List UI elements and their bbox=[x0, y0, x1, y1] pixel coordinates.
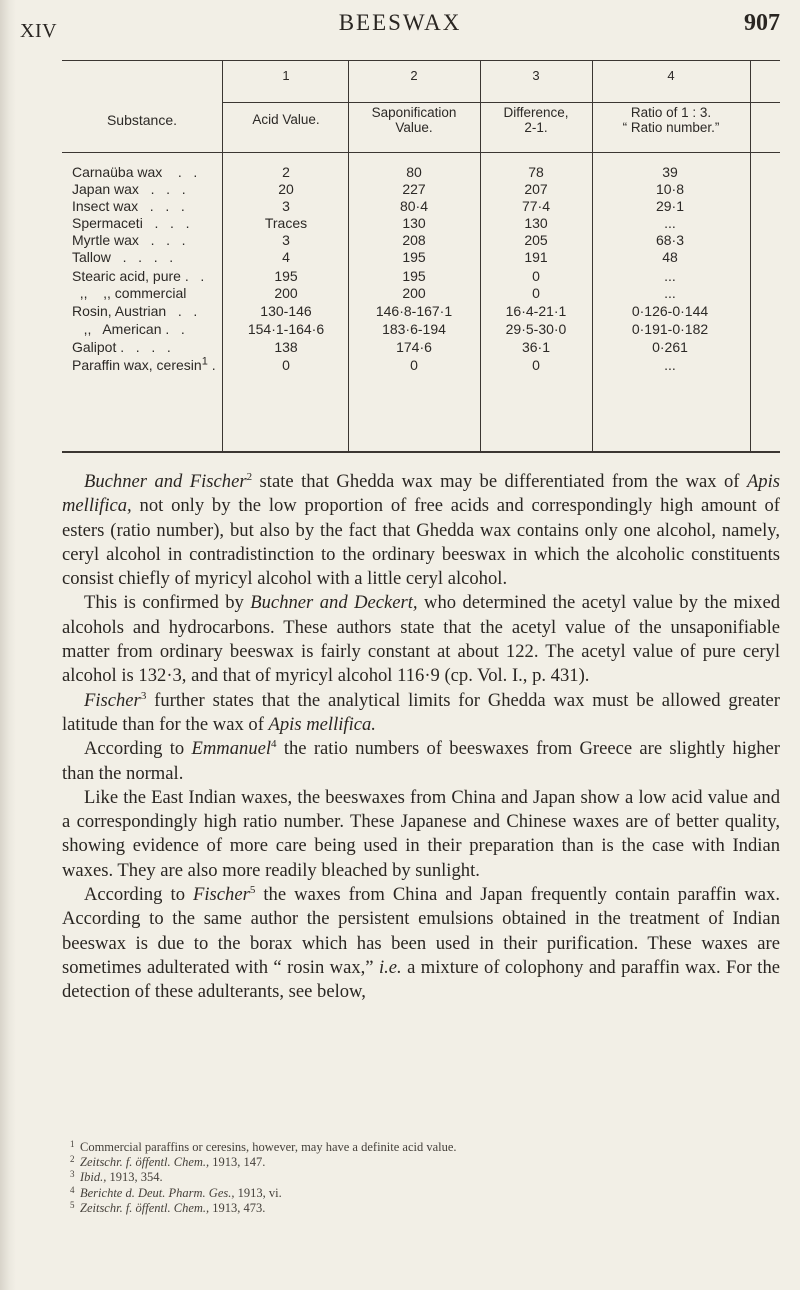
acid-value: 195 bbox=[274, 268, 298, 284]
table-numbers-rule bbox=[222, 102, 780, 103]
column-header-acid-value bbox=[224, 112, 348, 127]
acid-value: 2 bbox=[282, 164, 290, 180]
footnote-source: Ibid., bbox=[80, 1170, 107, 1185]
substance-name: ,, American . . bbox=[72, 321, 185, 337]
ratio-value: ... bbox=[664, 215, 676, 231]
paragraph-text: This is confirmed by bbox=[84, 592, 251, 614]
footnote-ref: 4 bbox=[271, 738, 277, 751]
table-row bbox=[62, 249, 780, 266]
species-name: Apis mellifica, bbox=[62, 471, 781, 517]
page-title: BEESWAX bbox=[338, 10, 462, 35]
section-number: XIV bbox=[20, 20, 58, 42]
ratio-value: 68·3 bbox=[655, 232, 685, 248]
footnote-ref: 5 bbox=[249, 883, 256, 896]
footnote-text: 1913, vi. bbox=[234, 1185, 282, 1200]
paragraph-text: a mixture of colophony and paraffin wax. For the detection of these adulterants, see below, bbox=[62, 956, 781, 1003]
column-header-ratio bbox=[592, 105, 750, 135]
acid-value: 3 bbox=[282, 198, 290, 214]
table-row bbox=[62, 215, 780, 232]
saponification-value: 130 bbox=[402, 215, 426, 231]
difference-value: 191 bbox=[524, 249, 548, 265]
acid-value: Traces bbox=[264, 215, 308, 231]
paragraph-text: not only by the low proportion of free acids and correspondingly high amount of esters (ratio number), but also by the fact that Ghedda wax contains only one alcohol, namely, ceryl alcohol in contradistinction to the ordinary beeswax in which the alcoholic constituents consist chiefly of myricyl alcohol with a little ceryl alcohol. bbox=[62, 495, 780, 590]
table-row bbox=[62, 268, 780, 285]
paragraph-text: further states that the analytical limits for Ghedda wax must be allowed greater latitude than for the wax of bbox=[62, 689, 780, 735]
saponification-value: 200 bbox=[402, 285, 426, 301]
substance-name: Galipot . . . . bbox=[72, 339, 171, 355]
footnote-source: Zeitschr. f. öffentl. Chem., bbox=[80, 1200, 210, 1215]
species-name: Apis mellifica. bbox=[268, 713, 376, 735]
page-number: 907 bbox=[744, 10, 780, 36]
body-text bbox=[62, 470, 780, 1005]
table-header-rule bbox=[62, 152, 780, 153]
substance-column-header: Substance. bbox=[106, 112, 178, 128]
acid-value: 3 bbox=[282, 232, 290, 248]
footnotes bbox=[62, 1140, 780, 1216]
column-header-saponification bbox=[348, 105, 480, 135]
substance-text: Paraffin wax, ceresin bbox=[72, 357, 202, 373]
difference-value: 0 bbox=[532, 268, 540, 284]
footnote-text: 1913, 473. bbox=[209, 1200, 266, 1215]
saponification-value: 80 bbox=[406, 164, 422, 180]
table-row bbox=[62, 198, 780, 215]
column-header-line: Difference, bbox=[503, 105, 569, 120]
column-header-line: 2-1. bbox=[524, 120, 548, 135]
footnote bbox=[62, 1201, 780, 1216]
difference-value: 0 bbox=[532, 285, 540, 301]
column-number: 4 bbox=[667, 68, 675, 83]
footnote-source: Zeitschr. f. öffentl. Chem., bbox=[80, 1155, 210, 1170]
paragraph-text: Like the East Indian waxes, the beeswaxes from China and Japan show a low acid value and a correspondingly high ratio number. These Japanese and Chinese waxes are of better quality, showing evidence of more care being used in their preparation than is the case with Indian waxes. They are also more readily bleached by sunlight. bbox=[62, 786, 780, 881]
saponification-value: 195 bbox=[402, 268, 426, 284]
footnote bbox=[62, 1140, 780, 1155]
substance-name: Rosin, Austrian . . bbox=[72, 303, 198, 319]
acid-value: 130-146 bbox=[260, 303, 312, 319]
substance-name: Spermaceti . . . bbox=[72, 215, 190, 231]
acid-value: 138 bbox=[274, 339, 298, 355]
table-bottom-rule bbox=[62, 451, 780, 453]
paragraph-text: the ratio numbers of beeswaxes from Greece are slightly higher than the normal. bbox=[62, 738, 780, 784]
ratio-value: 10·8 bbox=[655, 181, 685, 197]
author-name: Fischer bbox=[84, 689, 141, 711]
ratio-value: 39 bbox=[662, 164, 678, 180]
substance-name: Paraffin wax, ceresin$^1$ . bbox=[72, 355, 216, 373]
ratio-value: ... bbox=[664, 357, 676, 373]
ratio-value: 48 bbox=[662, 249, 678, 265]
table-row bbox=[62, 164, 780, 181]
substance-name: Tallow . . . . bbox=[72, 249, 174, 265]
table-row bbox=[62, 321, 780, 338]
column-number: 1 bbox=[282, 68, 290, 83]
footnote-text: 1913, 354. bbox=[106, 1170, 163, 1185]
substance-name: Japan wax . . . bbox=[72, 181, 186, 197]
footnote bbox=[62, 1155, 780, 1170]
column-number: 2 bbox=[410, 68, 418, 83]
paragraph bbox=[62, 470, 780, 591]
author-name: Emmanuel bbox=[191, 738, 272, 760]
ratio-value: 0·126-0·144 bbox=[631, 303, 709, 319]
footnote-number: 4 bbox=[70, 1184, 75, 1195]
acid-value: 0 bbox=[282, 357, 290, 373]
table-row bbox=[62, 232, 780, 249]
footnote-number: 3 bbox=[70, 1169, 75, 1180]
running-head bbox=[0, 6, 800, 46]
footnote-text: 1913, 147. bbox=[209, 1155, 266, 1170]
substance-name: Insect wax . . . bbox=[72, 198, 185, 214]
difference-value: 29·5-30·0 bbox=[505, 321, 567, 337]
column-header-line: Acid Value. bbox=[252, 112, 320, 127]
paragraph bbox=[62, 591, 780, 688]
table-row bbox=[62, 303, 780, 320]
acid-value: 154·1-164·6 bbox=[247, 321, 325, 337]
table-row bbox=[62, 285, 780, 302]
saponification-value: 146·8-167·1 bbox=[375, 303, 453, 319]
page-binding-shadow bbox=[0, 0, 16, 1290]
footnote-number: 2 bbox=[70, 1154, 75, 1165]
ratio-value: 0·191-0·182 bbox=[631, 321, 709, 337]
footnote-text: Commercial paraffins or ceresins, however, may have a definite acid value. bbox=[80, 1140, 457, 1154]
ratio-value: ... bbox=[664, 268, 676, 284]
substance-name: ,, ,, commercial bbox=[72, 285, 187, 301]
substance-name: Stearic acid, pure . . bbox=[72, 268, 205, 284]
footnote-number: 5 bbox=[70, 1199, 75, 1210]
column-header-difference bbox=[480, 105, 592, 135]
footnote-ref: 2 bbox=[246, 470, 253, 483]
table-row bbox=[62, 357, 780, 374]
author-name: Fischer bbox=[193, 884, 250, 906]
difference-value: 205 bbox=[524, 232, 548, 248]
acid-value: 20 bbox=[278, 181, 294, 197]
saponification-value: 183·6-194 bbox=[382, 321, 446, 337]
footnote bbox=[62, 1186, 780, 1201]
table-row bbox=[62, 181, 780, 198]
column-header-line: Ratio of 1 : 3. bbox=[630, 105, 712, 120]
paragraph-text: According to bbox=[84, 884, 194, 906]
paragraph-text: state that Ghedda wax may be differentiated from the wax of bbox=[252, 471, 747, 492]
difference-value: 130 bbox=[524, 215, 548, 231]
paragraph bbox=[62, 737, 780, 786]
column-header-line: Saponification bbox=[371, 105, 457, 120]
paragraph bbox=[62, 689, 780, 738]
acid-value: 200 bbox=[274, 285, 298, 301]
saponification-value: 195 bbox=[402, 249, 426, 265]
wax-constants-table bbox=[62, 60, 780, 452]
substance-name: Carnaüba wax . . bbox=[72, 164, 198, 180]
column-number: 3 bbox=[532, 68, 540, 83]
difference-value: 77·4 bbox=[521, 198, 551, 214]
substance-name: Myrtle wax . . . bbox=[72, 232, 186, 248]
column-header-line: “ Ratio number.” bbox=[622, 120, 720, 135]
ratio-value: 0·261 bbox=[652, 339, 688, 355]
paragraph-text: the waxes from China and Japan frequently contain paraffin wax. According to the same author the persistent emulsions obtained in the treatment of Indian beeswax is due to the borax which has been used in their purification. These waxes are sometimes adulterated with “ rosin wax,” bbox=[62, 884, 780, 978]
difference-value: 0 bbox=[532, 357, 540, 373]
footnote-number: 1 bbox=[70, 1139, 75, 1149]
difference-value: 78 bbox=[528, 164, 544, 180]
author-name: Buchner and Deckert, bbox=[250, 592, 418, 614]
acid-value: 4 bbox=[282, 249, 290, 265]
saponification-value: 80·4 bbox=[399, 198, 429, 214]
ratio-value: 29·1 bbox=[655, 198, 685, 214]
difference-value: 36·1 bbox=[521, 339, 551, 355]
footnote-source: Berichte d. Deut. Pharm. Ges., bbox=[80, 1185, 235, 1200]
column-header-line: Value. bbox=[395, 120, 433, 135]
table-top-rule bbox=[62, 60, 780, 61]
paragraph bbox=[62, 786, 780, 883]
saponification-value: 0 bbox=[410, 357, 418, 373]
paragraph-text: According to bbox=[84, 738, 192, 760]
footnote-ref: 3 bbox=[140, 689, 147, 702]
difference-value: 16·4-21·1 bbox=[505, 303, 567, 319]
paragraph bbox=[62, 883, 780, 1004]
latin-abbrev: i.e. bbox=[378, 956, 402, 978]
paragraph-text: who determined the acetyl value by the mixed alcohols and hydrocarbons. These authors state that the acetyl value of the unsaponifiable matter from ordinary beeswax is fairly constant at about 122. The acetyl value of pure ceryl alcohol is 132·3, and that of myricyl alcohol 116·9 (cp. Vol. I., p. 431). bbox=[62, 592, 780, 687]
footnote bbox=[62, 1170, 780, 1185]
saponification-value: 208 bbox=[402, 232, 426, 248]
saponification-value: 174·6 bbox=[396, 339, 432, 355]
saponification-value: 227 bbox=[402, 181, 426, 197]
footnote-ref: 1 bbox=[201, 355, 208, 368]
ratio-value: ... bbox=[664, 285, 676, 301]
table-row bbox=[62, 339, 780, 356]
difference-value: 207 bbox=[524, 181, 548, 197]
author-name: Buchner and Fischer bbox=[84, 471, 247, 492]
